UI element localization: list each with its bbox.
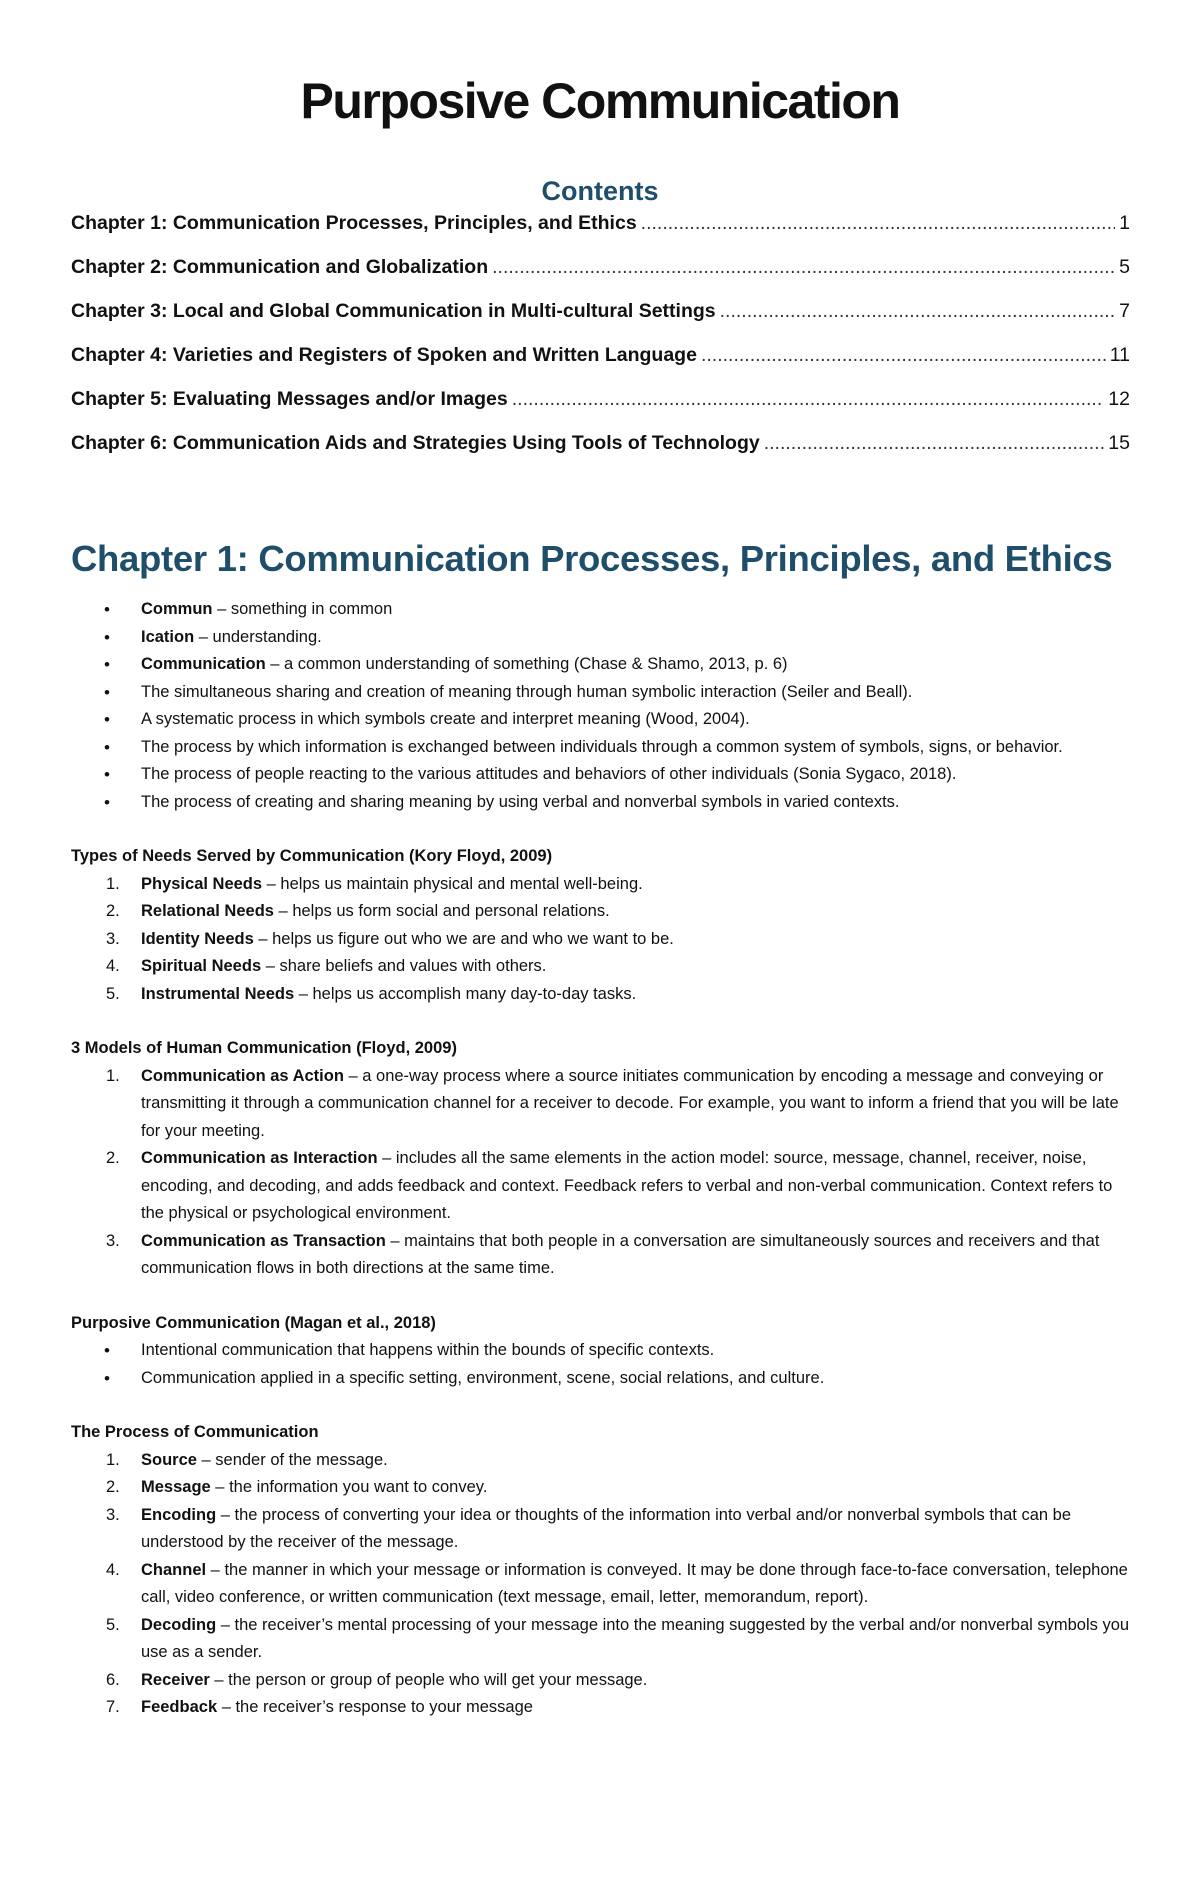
spacer — [71, 816, 1131, 843]
item-text: – helps us accomplish many day-to-day tasks. — [294, 984, 637, 1003]
item-term: Communication as Interaction — [141, 1149, 378, 1167]
toc-entry[interactable] — [71, 432, 1130, 476]
chapter-1-body — [71, 596, 1131, 1722]
definition-term: Communication — [141, 655, 266, 673]
list-item — [71, 1612, 1131, 1667]
toc-entry[interactable] — [71, 212, 1130, 256]
toc-leader-dots — [512, 388, 1105, 411]
toc-entry[interactable] — [71, 256, 1130, 300]
definition-text: A systematic process in which symbols create and interpret meaning (Wood, 2004). — [141, 710, 750, 728]
item-text: Communication applied in a specific setting, environment, scene, social relations, and culture. — [141, 1368, 825, 1387]
list-item — [71, 1667, 1131, 1695]
list-item — [71, 789, 1131, 817]
item-text: – maintains that both people in a conversation are simultaneously sources and receivers and that communication flows in both directions at the same time. — [141, 1231, 1100, 1277]
item-term: Encoding — [141, 1505, 217, 1524]
item-number: 5. — [106, 1615, 120, 1634]
toc-entry[interactable] — [71, 300, 1130, 344]
item-text: – the process of converting your idea or thoughts of the information into verbal and/or nonverbal symbols that can be understood by the receiver of the message. — [141, 1505, 1072, 1551]
chapter-1-heading: Chapter 1: Communication Processes, Principles, and Ethics — [71, 538, 1113, 579]
list-item — [71, 898, 1131, 926]
definition-text: The process by which information is exchanged between individuals through a common system of symbols, signs, or behavior. — [141, 737, 1063, 756]
item-number: 6. — [106, 1670, 120, 1689]
item-number: 2. — [106, 1149, 120, 1167]
list-item — [71, 1337, 1131, 1365]
toc-entry[interactable] — [71, 344, 1130, 388]
item-text: – includes all the same elements in the action model: source, message, channel, receiver, noise, encoding, and decoding, and adds feedback and context. Feedback refers to verbal and non-verbal communication. Context refers to the physical or psychological environment. — [141, 1149, 1113, 1222]
toc-entry[interactable] — [71, 388, 1130, 432]
item-number: 2. — [106, 902, 120, 920]
list-item — [71, 953, 1131, 981]
item-number: 4. — [106, 957, 120, 975]
item-text: – sender of the message. — [196, 1450, 388, 1469]
item-number: 3. — [106, 929, 120, 948]
definition-text: – understanding. — [194, 627, 322, 646]
item-text: – share beliefs and values with others. — [261, 957, 547, 975]
definition-text: The process of people reacting to the various attitudes and behaviors of other individuals (Sonia Sygaco, 2018). — [141, 765, 957, 783]
definition-list — [71, 596, 1131, 816]
toc-entry-page: 15 — [1108, 432, 1130, 454]
toc-entry-title: Chapter 1: Communication Processes, Principles, and Ethics — [71, 212, 637, 234]
toc-leader-dots — [641, 212, 1115, 235]
definition-term: Commun — [141, 600, 213, 618]
item-number: 3. — [106, 1231, 120, 1250]
list-item — [71, 734, 1131, 762]
section-heading-needs: Types of Needs Served by Communication (Kory Floyd, 2009) — [71, 847, 553, 865]
toc-leader-dots — [764, 432, 1105, 455]
spacer — [71, 1392, 1131, 1419]
list-item — [71, 761, 1131, 789]
list-item — [71, 1365, 1131, 1393]
list-item — [71, 1447, 1131, 1475]
section-heading-purposive: Purposive Communication (Magan et al., 2018) — [71, 1313, 436, 1332]
section-heading-models: 3 Models of Human Communication (Floyd, 2009) — [71, 1039, 457, 1057]
item-term: Communication as Transaction — [141, 1231, 386, 1250]
toc-entry-page: 11 — [1109, 344, 1130, 366]
models-list — [71, 1063, 1131, 1283]
item-number: 1. — [106, 1450, 120, 1469]
item-text: – the receiver’s mental processing of your message into the meaning suggested by the verbal and/or nonverbal symbols you use as a sender. — [141, 1615, 1130, 1661]
item-text: – the receiver’s response to your message — [217, 1698, 533, 1716]
item-text: Intentional communication that happens within the bounds of specific contexts. — [141, 1341, 715, 1359]
item-term: Relational Needs — [141, 902, 274, 920]
item-text: – helps us form social and personal relations. — [273, 902, 610, 920]
section-heading-process: The Process of Communication — [71, 1423, 319, 1441]
toc-entry-title: Chapter 3: Local and Global Communication in Multi-cultural Settings — [71, 300, 716, 322]
toc-entry-title: Chapter 5: Evaluating Messages and/or Images — [71, 388, 508, 410]
item-number: 3. — [106, 1505, 120, 1524]
definition-text: – something in common — [212, 600, 393, 618]
list-item — [71, 1557, 1131, 1612]
item-text: – the manner in which your message or information is conveyed. It may be done through face-to-face conversation, telephone call, video conference, or written communication (text message, email, letter, memorandum, report). — [141, 1560, 1128, 1606]
item-number: 1. — [106, 874, 120, 893]
list-item — [71, 1063, 1131, 1146]
item-term: Physical Needs — [141, 874, 263, 893]
list-item — [71, 679, 1131, 707]
item-text: – a one-way process where a source initiates communication by encoding a message and conveying or transmitting it through a communication channel for a receiver to decode. For example, you want to inform a friend that you will be late for your meeting. — [141, 1066, 1119, 1140]
toc-heading: Contents — [541, 176, 659, 206]
document-title: Purposive Communication — [300, 73, 900, 129]
item-term: Source — [141, 1450, 197, 1469]
toc-entry-title: Chapter 2: Communication and Globalization — [71, 256, 489, 278]
item-text: – helps us figure out who we are and who we want to be. — [253, 929, 674, 948]
item-text: – helps us maintain physical and mental well-being. — [262, 874, 643, 893]
list-item — [71, 1694, 1131, 1722]
item-term: Receiver — [141, 1670, 210, 1689]
item-term: Channel — [141, 1560, 207, 1579]
needs-list — [71, 871, 1131, 1009]
toc-entry-page: 12 — [1108, 388, 1130, 410]
item-number: 2. — [106, 1478, 120, 1496]
item-term: Message — [141, 1478, 211, 1496]
item-number: 5. — [106, 984, 120, 1003]
process-list — [71, 1447, 1131, 1722]
list-item — [71, 1145, 1131, 1228]
item-term: Instrumental Needs — [141, 984, 295, 1003]
toc-entry-page: 5 — [1119, 256, 1130, 278]
list-item — [71, 706, 1131, 734]
toc-leader-dots — [492, 256, 1115, 279]
spacer — [71, 1008, 1131, 1035]
toc-entry-page: 7 — [1119, 300, 1130, 322]
item-term: Spiritual Needs — [141, 957, 262, 975]
definition-text: – a common understanding of something (Chase & Shamo, 2013, p. 6) — [265, 655, 788, 673]
list-item — [71, 1228, 1131, 1283]
item-number: 7. — [106, 1698, 120, 1716]
item-term: Identity Needs — [141, 929, 254, 948]
list-item — [71, 981, 1131, 1009]
toc-entry-title: Chapter 6: Communication Aids and Strategies Using Tools of Technology — [71, 432, 760, 454]
toc-leader-dots — [720, 300, 1116, 323]
item-number: 4. — [106, 1560, 120, 1579]
table-of-contents — [71, 212, 1130, 476]
item-term: Feedback — [141, 1698, 218, 1716]
spacer — [71, 1283, 1131, 1310]
definition-term: Ication — [141, 627, 195, 646]
definition-text: The process of creating and sharing meaning by using verbal and nonverbal symbols in varied contexts. — [141, 792, 900, 811]
toc-entry-title: Chapter 4: Varieties and Registers of Spoken and Written Language — [71, 344, 697, 366]
item-number: 1. — [106, 1066, 120, 1085]
list-item — [71, 1502, 1131, 1557]
toc-entry-page: 1 — [1119, 212, 1130, 234]
list-item — [71, 926, 1131, 954]
list-item — [71, 651, 1131, 679]
list-item — [71, 624, 1131, 652]
item-term: Communication as Action — [141, 1066, 344, 1085]
item-term: Decoding — [141, 1615, 217, 1634]
toc-leader-dots — [701, 344, 1106, 367]
list-item — [71, 871, 1131, 899]
definition-text: The simultaneous sharing and creation of meaning through human symbolic interaction (Seiler and Beall). — [141, 682, 913, 701]
purposive-list — [71, 1337, 1131, 1392]
list-item — [71, 1474, 1131, 1502]
item-text: – the information you want to convey. — [210, 1478, 488, 1496]
item-text: – the person or group of people who will get your message. — [209, 1670, 648, 1689]
list-item — [71, 596, 1131, 624]
